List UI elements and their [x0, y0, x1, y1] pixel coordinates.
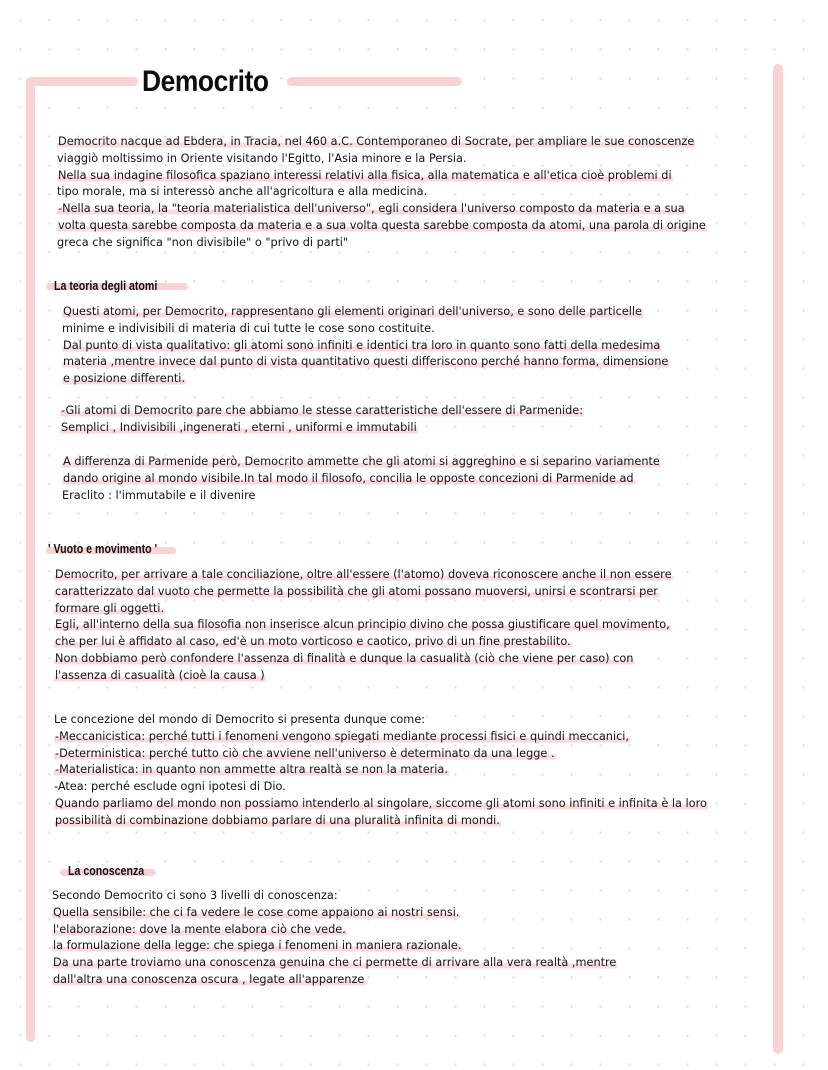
- section-heading-atomi: La teoria degli atomi: [54, 279, 158, 293]
- text-line-content: dando origine al mondo visibile.In tal modo il filosofo, concilia le opposte concezioni di Parmenide ad: [63, 471, 634, 485]
- text-line: [57, 184, 707, 201]
- text-line: [54, 813, 708, 830]
- text-line-content: che per lui è affidato al caso, ed'è un moto vorticoso e caotico, privo di un fine prestabilito.: [55, 635, 571, 649]
- text-line: [52, 955, 617, 972]
- text-line-content: -Materialistica: in quanto non ammette altra realtà se non la materia.: [55, 763, 448, 777]
- atomi-paragraph-3: [62, 454, 661, 504]
- text-line: [54, 712, 708, 729]
- text-line-content: A differenza di Parmenide però, Democrito ammette che gli atomi si aggreghino e si separino variamente: [63, 455, 660, 468]
- text-line-content: l'assenza di casualità (cioè la causa ): [55, 668, 265, 682]
- section-heading-conoscenza: La conoscenza: [68, 864, 145, 878]
- text-line-content: Nella sua indagine filosofica spaziano interessi relativi alla fisica, alla matematica e all'etica cioè problemi di: [58, 168, 672, 182]
- section-heading-vuoto: ' Vuoto e movimento ': [48, 542, 158, 556]
- text-line-content: Quella sensibile: che ci fa vedere le cose come appaiono ai nostri sensi.: [53, 905, 460, 919]
- frame-right-line: [773, 64, 783, 1054]
- frame-left-line: [26, 77, 35, 1042]
- text-line: [57, 134, 707, 151]
- text-line-content: Non dobbiamo però confondere l'assenza di finalità e dunque la casualità (ciò che viene per caso) con: [55, 651, 634, 665]
- text-line: [54, 762, 708, 779]
- text-line-content: volta questa sarebbe composta da materia e a sua volta questa sarebbe composta da atomi, una parola di origine: [58, 218, 706, 232]
- text-line: [52, 922, 617, 939]
- text-line-content: Semplici , Indivisibili ,ingenerati , eterni , uniformi e immutabili: [61, 420, 417, 434]
- text-line: [62, 354, 669, 371]
- text-line-content: tipo morale, ma si interessò anche all'agricoltura e alla medicina.: [57, 185, 428, 199]
- text-line: [57, 201, 707, 218]
- text-line: [57, 235, 707, 252]
- text-line: [54, 779, 708, 796]
- text-line: [62, 454, 661, 471]
- text-line-content: viaggiò moltissimo in Oriente visitando l'Egitto, l'Asia minore e la Persia.: [57, 151, 467, 165]
- text-line-content: e posizione differenti.: [63, 372, 186, 386]
- text-line-content: materia ,mentre invece dal punto di vista quantitativo questi differiscono perché hanno forma, dimensione: [63, 355, 669, 369]
- text-line: [57, 151, 707, 168]
- text-line: [62, 471, 661, 488]
- text-line: [60, 403, 584, 420]
- text-line: [54, 601, 673, 618]
- text-line-content: caratterizzato dal vuoto che permette la possibilità che gli atomi possano muoversi, unirsi e scontrarsi per: [55, 584, 658, 598]
- intro-paragraph: [57, 134, 707, 252]
- text-line: [57, 168, 707, 185]
- text-line: [52, 888, 617, 905]
- conoscenza-paragraph: [52, 888, 617, 989]
- text-line-content: -Meccanicistica: perché tutti i fenomeni vengono spiegati mediante processi fisici e quindi meccanici,: [55, 729, 630, 743]
- text-line-content: l'elaborazione: dove la mente elabora ciò che vede.: [53, 922, 346, 936]
- atomi-paragraph-2: [60, 403, 584, 437]
- text-line-content: -Deterministica: perché tutto ciò che avviene nell'universo è determinato da una legge .: [55, 746, 555, 760]
- text-line: [52, 938, 617, 955]
- text-line-content: Eraclito : l'immutabile e il divenire: [62, 488, 256, 502]
- text-line: [54, 796, 708, 813]
- text-line: [62, 321, 669, 338]
- page-title: Democrito: [142, 65, 269, 98]
- text-line: [60, 420, 584, 437]
- text-line-content: -Atea: perché esclude ogni ipotesi di Dio.: [54, 780, 286, 794]
- text-line-content: -Gli atomi di Democrito pare che abbiamo le stesse caratteristiche dell'essere di Parmenide:: [61, 404, 584, 417]
- frame-top-right-line: [287, 77, 462, 86]
- text-line: [54, 617, 673, 634]
- text-line: [54, 567, 673, 584]
- text-line-content: Questi atomi, per Democrito, rappresentano gli elementi originari dell'universo, e sono delle particelle: [63, 305, 643, 318]
- text-line: [54, 634, 673, 651]
- text-line: [57, 218, 707, 235]
- text-line-content: la formulazione della legge: che spiega i fenomeni in maniera razionale.: [53, 939, 462, 953]
- text-line-content: Le concezione del mondo di Democrito si presenta dunque come:: [54, 713, 426, 726]
- text-line-content: Dal punto di vista qualitativo: gli atomi sono infiniti e identici tra loro in quanto sono fatti della medesima: [63, 338, 661, 352]
- text-line-content: Quando parliamo del mondo non possiamo intenderlo al singolare, siccome gli atomi sono infiniti e infinita è la loro: [55, 796, 707, 810]
- text-line: [54, 746, 708, 763]
- text-line: [62, 304, 669, 321]
- text-line-content: -Nella sua teoria, la "teoria materialistica dell'universo", egli considera l'universo composto da materia e a sua: [58, 202, 685, 216]
- text-line-content: formare gli oggetti.: [55, 601, 165, 615]
- vuoto-paragraph-2: [54, 712, 708, 830]
- text-line: [52, 905, 617, 922]
- text-line-content: Secondo Democrito ci sono 3 livelli di conoscenza:: [52, 889, 338, 902]
- text-line-content: possibilità di combinazione dobbiamo parlare di una pluralità infinita di mondi.: [55, 813, 500, 827]
- text-line-content: Democrito, per arrivare a tale conciliazione, oltre all'essere (l'atomo) doveva riconoscere anche il non essere: [55, 568, 672, 581]
- text-line: [62, 371, 669, 388]
- text-line-content: Egli, all'interno della sua filosofia non inserisce alcun principio divino che possa giustificare quel movimento,: [55, 618, 670, 632]
- frame-top-left-line: [26, 77, 138, 86]
- text-line: [52, 972, 617, 989]
- vuoto-paragraph-1: [54, 567, 673, 685]
- text-line: [54, 668, 673, 685]
- text-line-content: greca che significa "non divisibile" o "privo di parti": [57, 235, 349, 249]
- text-line: [54, 584, 673, 601]
- text-line-content: Da una parte troviamo una conoscenza genuina che ci permette di arrivare alla vera realtà ,mentre: [53, 956, 617, 970]
- text-line-content: minime e indivisibili di materia di cui tutte le cose sono costituite.: [62, 321, 435, 335]
- text-line: [62, 338, 669, 355]
- text-line-content: Democrito nacque ad Ebdera, in Tracia, nel 460 a.C. Contemporaneo di Socrate, per ampliare le sue conoscenze: [58, 135, 695, 148]
- text-line: [62, 488, 661, 505]
- text-line-content: dall'altra una conoscenza oscura , legate all'apparenze: [53, 972, 365, 986]
- atomi-paragraph-1: [62, 304, 669, 388]
- text-line: [54, 729, 708, 746]
- text-line: [54, 651, 673, 668]
